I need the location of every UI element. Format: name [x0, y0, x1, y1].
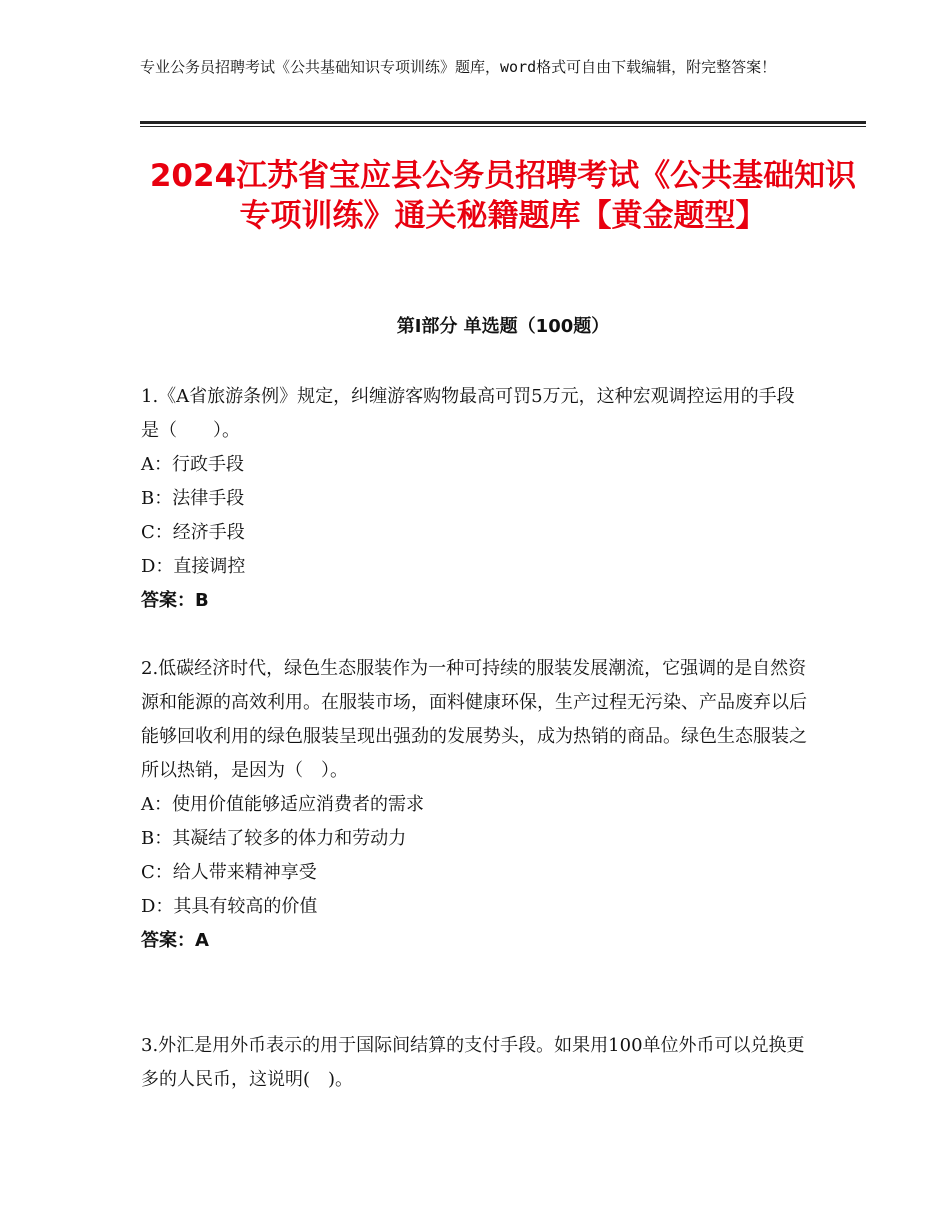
question-2 [141, 652, 811, 958]
question-1 [141, 380, 811, 618]
document-title: 2024江苏省宝应县公务员招聘考试《公共基础知识专项训练》通关秘籍题库【黄金题型】 [149, 158, 857, 234]
option-c: C：经济手段 [141, 522, 245, 543]
option-d: D：其具有较高的价值 [141, 896, 318, 917]
option-a: A：行政手段 [141, 454, 244, 475]
option-c: C：给人带来精神享受 [141, 862, 317, 883]
question-3 [141, 1029, 811, 1097]
option-b: B：法律手段 [141, 488, 245, 509]
option-a: A：使用价值能够适应消费者的需求 [141, 794, 424, 815]
header-note: 专业公务员招聘考试《公共基础知识专项训练》题库，word格式可自由下载编辑，附完整答案！ [140, 58, 777, 76]
header-rule-thin [140, 126, 866, 127]
header-rule-thick [140, 121, 866, 124]
option-b: B：其凝结了较多的体力和劳动力 [141, 828, 407, 849]
question-stem: 1.《A省旅游条例》规定，纠缠游客购物最高可罚5万元，这种宏观调控运用的手段是（ ）。 [141, 386, 795, 441]
section-title: 第Ⅰ部分 单选题（100题） [396, 316, 610, 337]
answer: 答案：A [141, 930, 209, 951]
option-d: D：直接调控 [141, 556, 246, 577]
answer: 答案：B [141, 590, 209, 611]
question-stem: 2.低碳经济时代，绿色生态服装作为一种可持续的服装发展潮流，它强调的是自然资源和能源的高效利用。在服装市场，面料健康环保，生产过程无污染、产品废弃以后能够回收利用的绿色服装呈现出强劲的发展势头，成为热销的商品。绿色生态服装之所以热销，是因为（ ）。 [141, 658, 807, 781]
question-stem: 3.外汇是用外币表示的用于国际间结算的支付手段。如果用100单位外币可以兑换更多的人民币，这说明( )。 [141, 1035, 805, 1090]
